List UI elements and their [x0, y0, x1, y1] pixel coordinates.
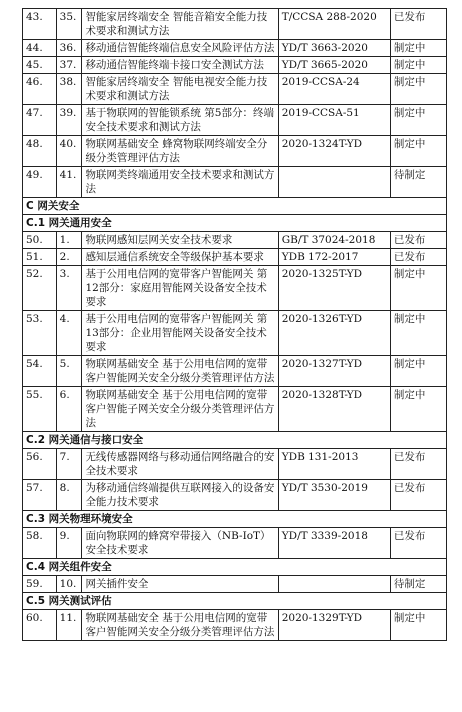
standard-status: 制定中	[390, 387, 446, 432]
standard-code: 2019-CCSA-24	[278, 74, 390, 105]
standard-status: 已发布	[390, 232, 446, 249]
standard-name: 基于物联网的智能锁系统 第5部分：终端安全技术要求和测试方法	[82, 105, 278, 136]
row-number: 49.	[23, 167, 57, 198]
section-header-row	[23, 198, 447, 215]
table-row	[23, 356, 447, 387]
row-number: 55.	[23, 387, 57, 432]
standard-code: YD/T 3339-2018	[278, 528, 390, 559]
standard-status: 已发布	[390, 9, 446, 40]
standard-code: T/CCSA 288-2020	[278, 9, 390, 40]
standard-status: 已发布	[390, 528, 446, 559]
standard-status: 已发布	[390, 249, 446, 266]
standard-name: 智能家居终端安全 智能音箱安全能力技术要求和测试方法	[82, 9, 278, 40]
table-row	[23, 167, 447, 198]
row-number: 46.	[23, 74, 57, 105]
sub-number: 38.	[56, 74, 82, 105]
standard-status: 制定中	[390, 266, 446, 311]
standards-table-page	[22, 8, 447, 641]
standard-code	[278, 576, 390, 593]
standard-status: 制定中	[390, 136, 446, 167]
standard-status: 制定中	[390, 610, 446, 641]
row-number: 51.	[23, 249, 57, 266]
row-number: 50.	[23, 232, 57, 249]
table-row	[23, 74, 447, 105]
row-number: 44.	[23, 40, 57, 57]
section-title: C.2 网关通信与接口安全	[23, 432, 447, 449]
section-header-row	[23, 432, 447, 449]
sub-number: 1.	[56, 232, 82, 249]
standard-status: 待制定	[390, 167, 446, 198]
section-header-row	[23, 559, 447, 576]
standard-code: 2020-1327T-YD	[278, 356, 390, 387]
standard-name: 面向物联网的蜂窝窄带接入（NB-IoT） 安全技术要求	[82, 528, 278, 559]
sub-number: 6.	[56, 387, 82, 432]
row-number: 59.	[23, 576, 57, 593]
standard-name: 智能家居终端安全 智能电视安全能力技术要求和测试方法	[82, 74, 278, 105]
sub-number: 2.	[56, 249, 82, 266]
standard-status: 制定中	[390, 57, 446, 74]
row-number: 54.	[23, 356, 57, 387]
standard-status: 制定中	[390, 40, 446, 57]
sub-number: 7.	[56, 449, 82, 480]
sub-number: 40.	[56, 136, 82, 167]
section-title: C.5 网关测试评估	[23, 593, 447, 610]
standard-status: 制定中	[390, 105, 446, 136]
sub-number: 11.	[56, 610, 82, 641]
table-row	[23, 9, 447, 40]
standard-name: 物联网基础安全 基于公用电信网的宽带客户智能网关安全分级分类管理评估方法	[82, 356, 278, 387]
standard-code: 2020-1328T-YD	[278, 387, 390, 432]
standard-code: 2020-1325T-YD	[278, 266, 390, 311]
table-row	[23, 387, 447, 432]
section-header-row	[23, 511, 447, 528]
standard-name: 物联网基础安全 蜂窝物联网终端安全分级分类管理评估方法	[82, 136, 278, 167]
sub-number: 8.	[56, 480, 82, 511]
row-number: 56.	[23, 449, 57, 480]
row-number: 58.	[23, 528, 57, 559]
standard-code: YDB 172-2017	[278, 249, 390, 266]
table-row	[23, 57, 447, 74]
section-header-row	[23, 593, 447, 610]
table-row	[23, 266, 447, 311]
row-number: 53.	[23, 311, 57, 356]
standard-name: 物联网基础安全 基于公用电信网的宽带客户智能子网关安全分级分类管理评估方法	[82, 387, 278, 432]
standard-status: 制定中	[390, 311, 446, 356]
sub-number: 41.	[56, 167, 82, 198]
row-number: 43.	[23, 9, 57, 40]
section-title: C.1 网关通用安全	[23, 215, 447, 232]
table-row	[23, 576, 447, 593]
table-row	[23, 232, 447, 249]
table-row	[23, 40, 447, 57]
section-title: C.3 网关物理环境安全	[23, 511, 447, 528]
standards-table-body	[23, 9, 447, 641]
sub-number: 5.	[56, 356, 82, 387]
standard-code	[278, 167, 390, 198]
row-number: 47.	[23, 105, 57, 136]
row-number: 48.	[23, 136, 57, 167]
standard-name: 移动通信智能终端卡接口安全测试方法	[82, 57, 278, 74]
standards-table	[22, 8, 447, 641]
table-row	[23, 249, 447, 266]
table-row	[23, 449, 447, 480]
section-header-row	[23, 215, 447, 232]
standard-code: YD/T 3665-2020	[278, 57, 390, 74]
standard-name: 无线传感器网络与移动通信网络融合的安全技术要求	[82, 449, 278, 480]
standard-code: 2020-1324T-YD	[278, 136, 390, 167]
standard-name: 物联网基础安全 基于公用电信网的宽带客户智能网关安全分级分类管理评估方法	[82, 610, 278, 641]
sub-number: 3.	[56, 266, 82, 311]
standard-code: YD/T 3663-2020	[278, 40, 390, 57]
table-row	[23, 105, 447, 136]
sub-number: 35.	[56, 9, 82, 40]
standard-code: YD/T 3530-2019	[278, 480, 390, 511]
standard-code: GB/T 37024-2018	[278, 232, 390, 249]
row-number: 45.	[23, 57, 57, 74]
sub-number: 37.	[56, 57, 82, 74]
standard-name: 物联网感知层网关安全技术要求	[82, 232, 278, 249]
section-title: C 网关安全	[23, 198, 447, 215]
standard-name: 基于公用电信网的宽带客户智能网关 第13部分：企业用智能网关设备安全技术要求	[82, 311, 278, 356]
sub-number: 10.	[56, 576, 82, 593]
table-row	[23, 480, 447, 511]
standard-status: 已发布	[390, 449, 446, 480]
standard-status: 制定中	[390, 74, 446, 105]
standard-code: YDB 131-2013	[278, 449, 390, 480]
standard-name: 网关插件安全	[82, 576, 278, 593]
standard-status: 已发布	[390, 480, 446, 511]
table-row	[23, 528, 447, 559]
standard-code: 2020-1329T-YD	[278, 610, 390, 641]
standard-status: 待制定	[390, 576, 446, 593]
section-title: C.4 网关组件安全	[23, 559, 447, 576]
table-row	[23, 610, 447, 641]
standard-code: 2020-1326T-YD	[278, 311, 390, 356]
standard-status: 制定中	[390, 356, 446, 387]
sub-number: 4.	[56, 311, 82, 356]
row-number: 60.	[23, 610, 57, 641]
standard-name: 基于公用电信网的宽带客户智能网关 第12部分：家庭用智能网关设备安全技术要求	[82, 266, 278, 311]
sub-number: 36.	[56, 40, 82, 57]
row-number: 52.	[23, 266, 57, 311]
sub-number: 9.	[56, 528, 82, 559]
standard-name: 物联网类终端通用安全技术要求和测试方法	[82, 167, 278, 198]
row-number: 57.	[23, 480, 57, 511]
table-row	[23, 136, 447, 167]
standard-name: 感知层通信系统安全等级保护基本要求	[82, 249, 278, 266]
standard-name: 移动通信智能终端信息安全风险评估方法	[82, 40, 278, 57]
standard-code: 2019-CCSA-51	[278, 105, 390, 136]
table-row	[23, 311, 447, 356]
sub-number: 39.	[56, 105, 82, 136]
standard-name: 为移动通信终端提供互联网接入的设备安全能力技术要求	[82, 480, 278, 511]
